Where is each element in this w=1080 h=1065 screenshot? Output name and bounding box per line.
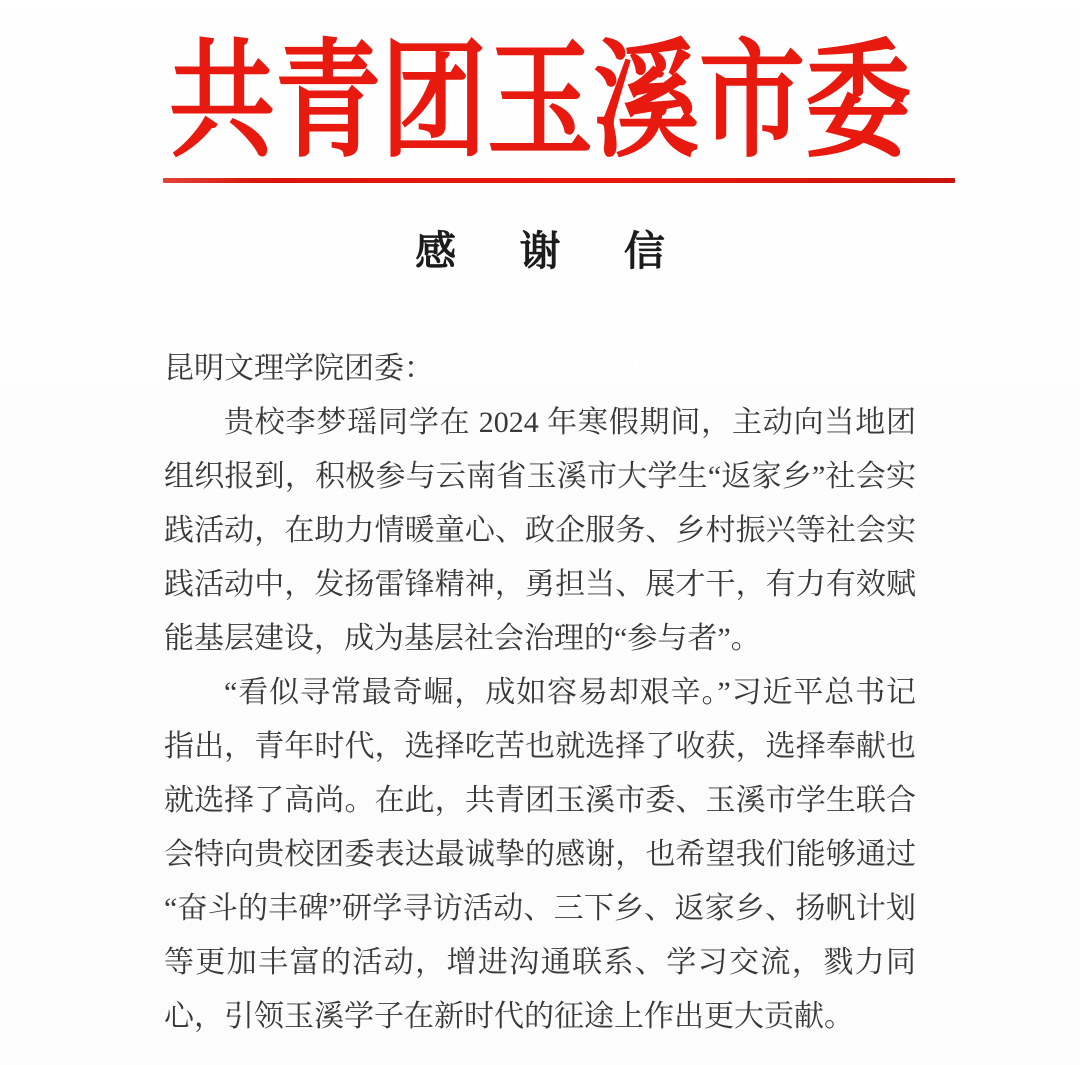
letter-body bbox=[164, 342, 916, 1044]
letter-paragraph: 贵校李梦瑶同学在 2024 年寒假期间，主动向当地团组织报到，积极参与云南省玉溪市大学生“返家乡”社会实践活动，在助力情暖童心、政企服务、乡村振兴等社会实践活动中，发扬雷锋精神，勇担当、展才干，有力有效赋能基层建设，成为基层社会治理的“参与者”。 bbox=[164, 406, 916, 655]
letter-title: 感 谢 信 bbox=[415, 228, 691, 274]
letter-salutation: 昆明文理学院团委： bbox=[164, 352, 434, 385]
scanned-letter-page bbox=[0, 10, 1080, 1065]
letter-paragraph: “看似寻常最奇崛，成如容易却艰辛。”习近平总书记指出，青年时代，选择吃苦也就选择了收获，选择奉献也就选择了高尚。在此，共青团玉溪市委、玉溪市学生联合会特向贵校团委表达最诚挚的感谢，也希望我们能够通过“奋斗的丰碑”研学寻访活动、三下乡、返家乡、扬帆计划等更加丰富的活动，增进沟通联系、学习交流，戮力同心，引领玉溪学子在新时代的征途上作出更大贡献。 bbox=[164, 676, 916, 1033]
letterhead-org-name: 共青团玉溪市委 bbox=[169, 30, 911, 173]
